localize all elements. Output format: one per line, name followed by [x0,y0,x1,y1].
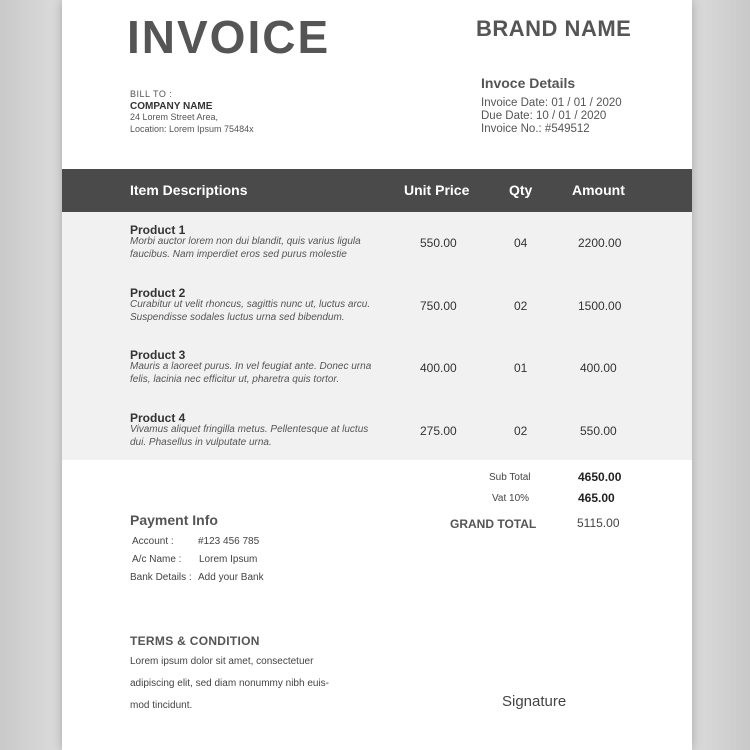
table-body [62,212,692,460]
product-description-line: dui. Phasellus in vulputate urna. [130,436,272,448]
header-item-descriptions: Item Descriptions [130,182,248,198]
product-description [130,236,385,261]
terms-line: mod tincidunt. [130,700,193,711]
product-name: Product 2 [130,286,186,300]
subtotal-label: Sub Total [489,472,531,483]
account-value: #123 456 785 [198,536,260,547]
qty-cell: 01 [514,361,528,375]
invoice-page [62,0,692,750]
product-description-line: Mauris a laoreet purus. In vel feugiat ante. Donec urna [130,361,372,372]
grand-total-value: 5115.00 [577,516,620,530]
product-name: Product 1 [130,223,186,237]
bank-details-value: Add your Bank [198,572,264,583]
terms-line: Lorem ipsum dolor sit amet, consectetuer [130,656,314,667]
amount-cell: 2200.00 [578,236,622,250]
unit-price-cell: 750.00 [420,299,457,313]
bill-to-street: 24 Lorem Street Area, [130,112,219,122]
qty-cell: 02 [514,424,528,438]
product-description-line: Curabitur ut velit rhoncus, sagittis nunc ut, luctus arcu. [130,299,371,310]
table-row [62,275,692,337]
payment-info-heading: Payment Info [130,512,218,528]
subtotal-value [578,470,621,484]
grand-total-label: GRAND TOTAL [450,517,537,531]
header-unit-price: Unit Price [404,182,470,198]
brand-name: BRAND NAME [476,16,632,41]
amount-cell: 1500.00 [578,299,622,313]
product-description [130,299,385,324]
amount-cell: 550.00 [580,424,617,438]
terms-line: adipiscing elit, sed diam nonummy nibh euis- [130,678,329,689]
header-amount: Amount [572,182,625,198]
table-row [62,337,692,399]
due-date: Due Date: 10 / 01 / 2020 [481,110,607,122]
account-name-label: A/c Name : [132,554,182,565]
vat-label: Vat 10% [492,493,530,504]
unit-price-cell: 550.00 [420,236,457,250]
signature-label: Signature [502,693,567,710]
product-description [130,361,385,386]
unit-price-cell: 275.00 [420,424,457,438]
bill-to-company: COMPANY NAME [130,100,213,112]
header-qty: Qty [509,182,533,198]
subtotal-amount: 4650.00 [578,470,622,484]
product-description-line: Vivamus aliquet fringilla metus. Pellentesque at luctus [130,424,369,435]
invoice-details-block [481,77,622,136]
table-row [62,400,692,462]
bill-to-block [130,89,254,135]
bank-details-label: Bank Details : [130,572,192,583]
qty-cell: 02 [514,299,528,313]
product-description [130,424,385,449]
product-description-line: felis, lacinia nec efficitur ut, pharetra quis tortor. [130,373,340,385]
terms-heading: TERMS & CONDITION [130,634,260,648]
vat-value [578,491,615,505]
invoice-details-heading: Invoce Details [481,75,576,91]
invoice-date: Invoice Date: 01 / 01 / 2020 [481,97,622,109]
invoice-number: Invoice No.: #549512 [481,123,590,135]
table-header [62,169,692,212]
amount-cell: 400.00 [580,361,617,375]
product-description-line: Morbi auctor lorem non dui blandit, quis varius ligula [130,236,361,247]
bill-to-label: BILL TO : [130,89,173,99]
product-description-line: faucibus. Nam imperdiet eros sed purus molestie [130,248,347,260]
product-name: Product 3 [130,348,186,362]
invoice-title: INVOICE [127,11,331,63]
table-row [62,212,692,274]
account-name-value: Lorem Ipsum [199,554,258,565]
unit-price-cell: 400.00 [420,361,457,375]
product-name: Product 4 [130,411,186,425]
qty-cell: 04 [514,236,528,250]
account-label: Account : [132,536,174,547]
product-description-line: Suspendisse sodales luctus urna sed bibendum. [130,311,345,323]
vat-amount: 465.00 [578,491,615,505]
bill-to-location: Location: Lorem Ipsum 75484x [130,123,254,134]
